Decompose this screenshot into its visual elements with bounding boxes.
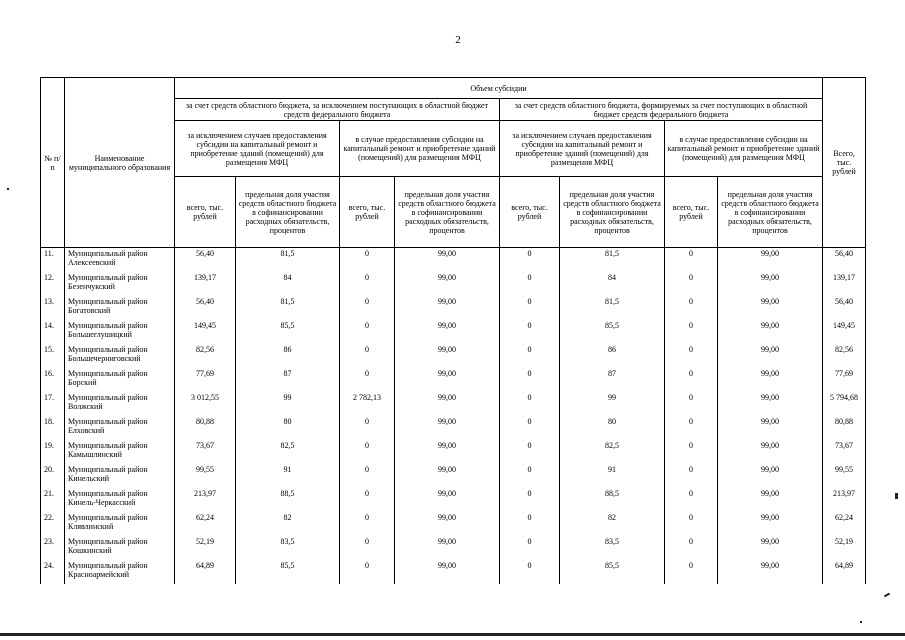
- municipality-name: Муниципальный район Безенчукский: [65, 272, 175, 296]
- share-a1: 85,5: [236, 560, 340, 584]
- total-a1: 99,55: [175, 464, 236, 488]
- share-b2: 99,00: [718, 512, 823, 536]
- table-row: [41, 512, 866, 536]
- total-b2: 0: [665, 248, 718, 273]
- header-share-b2: предельная доля участия средств областного бюджета в софинансировании расходных обязательств, процентов: [718, 177, 823, 248]
- share-a2: 99,00: [395, 488, 500, 512]
- row-number: 24.: [41, 560, 65, 584]
- municipality-name: Муниципальный район Камышлинский: [65, 440, 175, 464]
- row-number: 18.: [41, 416, 65, 440]
- share-a1: 91: [236, 464, 340, 488]
- total-b2: 0: [665, 536, 718, 560]
- share-b1: 86: [560, 344, 665, 368]
- scan-speck: [7, 188, 9, 190]
- header-sub-a2: в случае предоставления субсидии на капитальный ремонт и приобретение зданий (помещений) для размещения МФЦ: [340, 121, 500, 177]
- share-a2: 99,00: [395, 248, 500, 273]
- share-b1: 82: [560, 512, 665, 536]
- total-a2: 0: [340, 296, 395, 320]
- header-total: Всего, тыс. рублей: [823, 78, 866, 248]
- header-share-a1: предельная доля участия средств областного бюджета в софинансировании расходных обязательств, процентов: [236, 177, 340, 248]
- municipality-name: Муниципальный район Богатовский: [65, 296, 175, 320]
- total-b2: 0: [665, 560, 718, 584]
- share-a2: 99,00: [395, 392, 500, 416]
- total-b1: 0: [500, 536, 560, 560]
- row-number: 16.: [41, 368, 65, 392]
- total-b1: 0: [500, 368, 560, 392]
- row-number: 17.: [41, 392, 65, 416]
- total-a1: 64,89: [175, 560, 236, 584]
- header-sub-a1: за исключением случаев предоставления субсидии на капитальный ремонт и приобретение зданий (помещений) для размещения МФЦ: [175, 121, 340, 177]
- total-a2: 2 782,13: [340, 392, 395, 416]
- share-b2: 99,00: [718, 488, 823, 512]
- header-number: № п/п: [41, 78, 65, 248]
- total-a2: 0: [340, 416, 395, 440]
- row-number: 22.: [41, 512, 65, 536]
- total-a2: 0: [340, 440, 395, 464]
- municipality-name: Муниципальный район Большечерниговский: [65, 344, 175, 368]
- total-b1: 0: [500, 344, 560, 368]
- row-total: 77,69: [823, 368, 866, 392]
- total-a2: 0: [340, 488, 395, 512]
- share-a1: 80: [236, 416, 340, 440]
- bottom-rule: [0, 633, 905, 636]
- municipality-name: Муниципальный район Борский: [65, 368, 175, 392]
- share-b2: 99,00: [718, 392, 823, 416]
- share-a2: 99,00: [395, 416, 500, 440]
- share-b2: 99,00: [718, 320, 823, 344]
- table-row: [41, 344, 866, 368]
- header-sub-b1: за исключением случаев предоставления субсидии на капитальный ремонт и приобретение зданий (помещений) для размещения МФЦ: [500, 121, 665, 177]
- share-b2: 99,00: [718, 464, 823, 488]
- municipality-name: Муниципальный район Елховский: [65, 416, 175, 440]
- share-b1: 83,5: [560, 536, 665, 560]
- total-b1: 0: [500, 440, 560, 464]
- total-b2: 0: [665, 512, 718, 536]
- scan-speck: [860, 621, 862, 623]
- share-a1: 82: [236, 512, 340, 536]
- share-b1: 82,5: [560, 440, 665, 464]
- municipality-name: Муниципальный район Волжский: [65, 392, 175, 416]
- row-number: 15.: [41, 344, 65, 368]
- row-number: 11.: [41, 248, 65, 273]
- share-b1: 88,5: [560, 488, 665, 512]
- municipality-name: Муниципальный район Кинельский: [65, 464, 175, 488]
- table-row: [41, 560, 866, 584]
- share-a1: 88,5: [236, 488, 340, 512]
- header-share-b1: предельная доля участия средств областного бюджета в софинансировании расходных обязательств, процентов: [560, 177, 665, 248]
- municipality-name: Муниципальный район Большеглушицкий: [65, 320, 175, 344]
- row-number: 20.: [41, 464, 65, 488]
- total-b1: 0: [500, 488, 560, 512]
- total-a2: 0: [340, 344, 395, 368]
- share-a1: 83,5: [236, 536, 340, 560]
- share-a1: 82,5: [236, 440, 340, 464]
- municipality-name: Муниципальный район Клявлинский: [65, 512, 175, 536]
- share-b2: 99,00: [718, 272, 823, 296]
- share-b2: 99,00: [718, 296, 823, 320]
- share-b1: 87: [560, 368, 665, 392]
- table-row: [41, 272, 866, 296]
- total-a1: 52,19: [175, 536, 236, 560]
- total-b2: 0: [665, 416, 718, 440]
- share-b2: 99,00: [718, 416, 823, 440]
- total-a2: 0: [340, 248, 395, 273]
- total-b1: 0: [500, 512, 560, 536]
- page-number: 2: [455, 34, 461, 46]
- total-b1: 0: [500, 296, 560, 320]
- share-a2: 99,00: [395, 272, 500, 296]
- total-b2: 0: [665, 392, 718, 416]
- row-total: 56,40: [823, 248, 866, 273]
- share-a1: 86: [236, 344, 340, 368]
- municipality-name: Муниципальный район Кинель-Черкасский: [65, 488, 175, 512]
- share-a2: 99,00: [395, 536, 500, 560]
- share-a1: 87: [236, 368, 340, 392]
- share-a2: 99,00: [395, 368, 500, 392]
- total-a1: 80,88: [175, 416, 236, 440]
- share-b1: 81,5: [560, 248, 665, 273]
- share-a2: 99,00: [395, 440, 500, 464]
- header-group-federal: за счет средств областного бюджета, формируемых за счет поступающих в областной бюджет средств федерального бюджета: [500, 99, 823, 121]
- scan-speck: [884, 593, 890, 598]
- total-b2: 0: [665, 464, 718, 488]
- total-a1: 139,17: [175, 272, 236, 296]
- total-a1: 149,45: [175, 320, 236, 344]
- share-a2: 99,00: [395, 512, 500, 536]
- share-a1: 85,5: [236, 320, 340, 344]
- row-number: 21.: [41, 488, 65, 512]
- row-number: 14.: [41, 320, 65, 344]
- share-a2: 99,00: [395, 296, 500, 320]
- scan-speck: [895, 493, 898, 499]
- table-row: [41, 248, 866, 273]
- share-a2: 99,00: [395, 560, 500, 584]
- share-b2: 99,00: [718, 248, 823, 273]
- row-total: 80,88: [823, 416, 866, 440]
- table-row: [41, 440, 866, 464]
- row-total: 99,55: [823, 464, 866, 488]
- total-a1: 213,97: [175, 488, 236, 512]
- total-b2: 0: [665, 296, 718, 320]
- header-total-a1: всего, тыс. рублей: [175, 177, 236, 248]
- total-b1: 0: [500, 464, 560, 488]
- row-total: 64,89: [823, 560, 866, 584]
- total-a2: 0: [340, 368, 395, 392]
- total-b1: 0: [500, 248, 560, 273]
- table-body: [41, 248, 866, 585]
- share-b1: 85,5: [560, 560, 665, 584]
- share-a2: 99,00: [395, 344, 500, 368]
- total-b2: 0: [665, 440, 718, 464]
- share-a1: 84: [236, 272, 340, 296]
- header-total-a2: всего, тыс. рублей: [340, 177, 395, 248]
- share-a1: 81,5: [236, 296, 340, 320]
- total-a1: 3 012,55: [175, 392, 236, 416]
- table-row: [41, 488, 866, 512]
- total-b2: 0: [665, 272, 718, 296]
- share-a1: 81,5: [236, 248, 340, 273]
- table-row: [41, 368, 866, 392]
- share-b2: 99,00: [718, 368, 823, 392]
- share-b2: 99,00: [718, 536, 823, 560]
- header-total-b2: всего, тыс. рублей: [665, 177, 718, 248]
- total-a2: 0: [340, 536, 395, 560]
- row-total: 139,17: [823, 272, 866, 296]
- total-b2: 0: [665, 488, 718, 512]
- share-b1: 80: [560, 416, 665, 440]
- share-a2: 99,00: [395, 464, 500, 488]
- total-b1: 0: [500, 320, 560, 344]
- row-number: 13.: [41, 296, 65, 320]
- header-group-regional: за счет средств областного бюджета, за исключением поступающих в областной бюджет средств федерального бюджета: [175, 99, 500, 121]
- share-a2: 99,00: [395, 320, 500, 344]
- municipality-name: Муниципальный район Красноармейский: [65, 560, 175, 584]
- row-total: 82,56: [823, 344, 866, 368]
- header-total-b1: всего, тыс. рублей: [500, 177, 560, 248]
- table-row: [41, 536, 866, 560]
- total-a1: 77,69: [175, 368, 236, 392]
- table-row: [41, 416, 866, 440]
- row-total: 5 794,68: [823, 392, 866, 416]
- total-b2: 0: [665, 368, 718, 392]
- total-a1: 56,40: [175, 296, 236, 320]
- header-share-a2: предельная доля участия средств областного бюджета в софинансировании расходных обязательств, процентов: [395, 177, 500, 248]
- header-municipality-name: Наименование муниципального образования: [65, 78, 175, 248]
- row-number: 19.: [41, 440, 65, 464]
- table-row: [41, 320, 866, 344]
- total-a2: 0: [340, 272, 395, 296]
- total-a1: 73,67: [175, 440, 236, 464]
- table-row: [41, 296, 866, 320]
- table-row: [41, 464, 866, 488]
- share-b2: 99,00: [718, 440, 823, 464]
- total-a2: 0: [340, 320, 395, 344]
- table-row: [41, 392, 866, 416]
- row-number: 23.: [41, 536, 65, 560]
- municipality-name: Муниципальный район Алексеевский: [65, 248, 175, 273]
- share-b1: 91: [560, 464, 665, 488]
- row-total: 52,19: [823, 536, 866, 560]
- total-b1: 0: [500, 560, 560, 584]
- share-b1: 81,5: [560, 296, 665, 320]
- row-total: 73,67: [823, 440, 866, 464]
- total-a2: 0: [340, 560, 395, 584]
- total-a2: 0: [340, 464, 395, 488]
- header-subsidy-volume: Объем субсидии: [175, 78, 823, 99]
- row-total: 213,97: [823, 488, 866, 512]
- total-a2: 0: [340, 512, 395, 536]
- row-number: 12.: [41, 272, 65, 296]
- row-total: 56,40: [823, 296, 866, 320]
- share-b1: 99: [560, 392, 665, 416]
- subsidy-table: [40, 77, 866, 584]
- header-sub-b2: в случае предоставления субсидии на капитальный ремонт и приобретение зданий (помещений) для размещения МФЦ: [665, 121, 823, 177]
- share-b1: 84: [560, 272, 665, 296]
- total-b1: 0: [500, 392, 560, 416]
- total-a1: 82,56: [175, 344, 236, 368]
- municipality-name: Муниципальный район Кошкинский: [65, 536, 175, 560]
- total-a1: 62,24: [175, 512, 236, 536]
- share-b1: 85,5: [560, 320, 665, 344]
- total-a1: 56,40: [175, 248, 236, 273]
- share-a1: 99: [236, 392, 340, 416]
- total-b1: 0: [500, 416, 560, 440]
- row-total: 149,45: [823, 320, 866, 344]
- row-total: 62,24: [823, 512, 866, 536]
- total-b1: 0: [500, 272, 560, 296]
- share-b2: 99,00: [718, 560, 823, 584]
- total-b2: 0: [665, 320, 718, 344]
- total-b2: 0: [665, 344, 718, 368]
- share-b2: 99,00: [718, 344, 823, 368]
